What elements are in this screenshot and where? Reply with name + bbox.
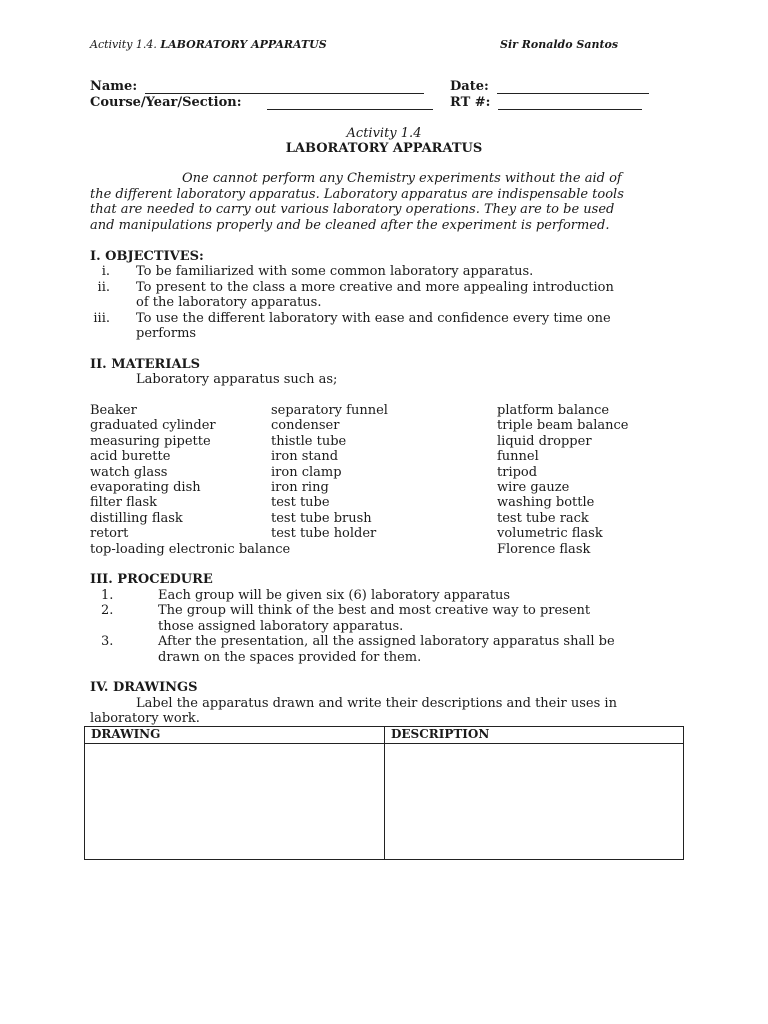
material-item: evaporating dish bbox=[90, 480, 201, 496]
procedure-heading: III. PROCEDURE bbox=[90, 572, 213, 587]
material-item: test tube holder bbox=[271, 526, 377, 542]
material-item: test tube brush bbox=[271, 510, 372, 526]
materials-column-3 bbox=[497, 403, 628, 557]
date-field[interactable] bbox=[497, 93, 649, 94]
drawings-heading: IV. DRAWINGS bbox=[90, 680, 198, 695]
material-item: watch glass bbox=[90, 464, 168, 480]
drawings-instruction: Label the apparatus drawn and write their descriptions and their uses in bbox=[136, 696, 617, 711]
material-item: retort bbox=[90, 526, 129, 542]
procedure-text: drawn on the spaces provided for them. bbox=[158, 650, 422, 665]
material-item: test tube rack bbox=[497, 510, 589, 526]
procedure-number: 3. bbox=[101, 634, 114, 649]
material-item: test tube bbox=[271, 495, 330, 511]
material-item: iron ring bbox=[271, 480, 329, 496]
header-activity bbox=[90, 38, 327, 51]
procedure-text: those assigned laboratory apparatus. bbox=[158, 619, 404, 634]
material-item: graduated cylinder bbox=[90, 418, 216, 434]
material-item: distilling flask bbox=[90, 510, 183, 526]
page-title: LABORATORY APPARATUS bbox=[285, 141, 483, 156]
material-item: funnel bbox=[497, 449, 539, 465]
procedure-text: The group will think of the best and most creative way to present bbox=[158, 603, 591, 618]
material-item: iron clamp bbox=[271, 464, 342, 480]
description-column-header: DESCRIPTION bbox=[391, 727, 490, 741]
name-label: Name: bbox=[90, 79, 138, 94]
materials-column-1 bbox=[90, 403, 290, 557]
objective-text: To be familiarized with some common laboratory apparatus. bbox=[136, 264, 534, 279]
course-field[interactable] bbox=[267, 109, 433, 110]
objective-number: i. bbox=[101, 264, 110, 279]
material-item: Beaker bbox=[90, 403, 137, 418]
materials-heading: II. MATERIALS bbox=[90, 357, 201, 372]
activity-subtitle: Activity 1.4 bbox=[346, 126, 422, 141]
materials-intro: Laboratory apparatus such as; bbox=[136, 372, 338, 387]
material-item: separatory funnel bbox=[271, 403, 388, 418]
drawings-instruction: laboratory work. bbox=[90, 711, 200, 726]
material-item: platform balance bbox=[497, 403, 610, 418]
intro-line-3: that are needed to carry out various laboratory operations. They are to be used bbox=[90, 202, 615, 217]
name-field[interactable] bbox=[145, 93, 424, 94]
date-label: Date: bbox=[450, 79, 489, 94]
objective-number: ii. bbox=[97, 280, 110, 295]
objective-number: iii. bbox=[93, 311, 110, 326]
material-item: liquid dropper bbox=[497, 433, 592, 449]
drawing-column-header: DRAWING bbox=[91, 727, 161, 741]
material-item: tripod bbox=[497, 464, 538, 480]
material-item: top-loading electronic balance bbox=[90, 541, 291, 557]
material-item: measuring pipette bbox=[90, 433, 211, 449]
material-item: triple beam balance bbox=[497, 418, 629, 434]
drawings-table bbox=[84, 726, 684, 860]
objective-text: of the laboratory apparatus. bbox=[136, 295, 322, 310]
header-activity-number: Activity 1.4. bbox=[90, 38, 157, 51]
description-cell[interactable] bbox=[385, 744, 683, 859]
rt-label: RT #: bbox=[450, 95, 491, 110]
procedure-text: Each group will be given six (6) laboratory apparatus bbox=[158, 588, 511, 603]
objective-text: To present to the class a more creative and more appealing introduction bbox=[136, 280, 614, 295]
material-item: filter flask bbox=[90, 495, 158, 511]
materials-column-2 bbox=[271, 403, 388, 542]
procedure-text: After the presentation, all the assigned laboratory apparatus shall be bbox=[158, 634, 615, 649]
drawing-cell[interactable] bbox=[85, 744, 384, 859]
material-item: thistle tube bbox=[271, 433, 347, 449]
material-item: washing bottle bbox=[497, 495, 595, 511]
intro-line-1: One cannot perform any Chemistry experiments without the aid of bbox=[182, 171, 622, 186]
header-teacher: Sir Ronaldo Santos bbox=[500, 38, 619, 51]
procedure-number: 1. bbox=[101, 588, 114, 603]
objective-text: performs bbox=[136, 326, 197, 341]
header-activity-title: LABORATORY APPARATUS bbox=[160, 38, 327, 51]
procedure-number: 2. bbox=[101, 603, 114, 618]
material-item: Florence flask bbox=[497, 541, 591, 557]
objectives-heading: I. OBJECTIVES: bbox=[90, 249, 204, 264]
objective-text: To use the different laboratory with ease and confidence every time one bbox=[136, 311, 611, 326]
material-item: volumetric flask bbox=[497, 526, 603, 542]
material-item: acid burette bbox=[90, 449, 171, 465]
material-item: condenser bbox=[271, 418, 340, 434]
rt-field[interactable] bbox=[498, 109, 642, 110]
course-label: Course/Year/Section: bbox=[90, 95, 242, 110]
intro-line-2: the different laboratory apparatus. Laboratory apparatus are indispensable tools bbox=[90, 187, 624, 202]
material-item: wire gauze bbox=[497, 480, 570, 496]
intro-line-4: and manipulations properly and be cleaned after the experiment is performed. bbox=[90, 218, 610, 233]
material-item: iron stand bbox=[271, 449, 339, 465]
